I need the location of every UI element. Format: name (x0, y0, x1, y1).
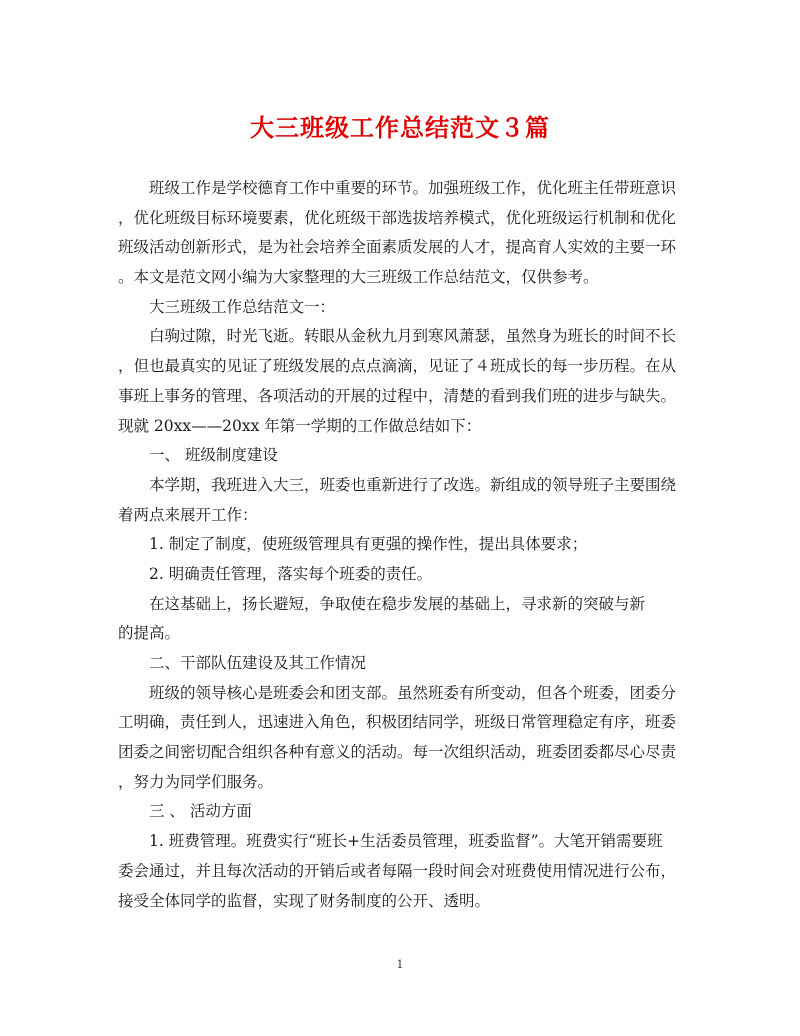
body-line: 1. 班费管理。班费实行“班长+生活委员管理，班委监督”。大笔开销需要班 (149, 832, 663, 851)
section-heading: 大三班级工作总结范文一： (149, 297, 336, 316)
body-line: 班级工作是学校德育工作中重要的环节。加强班级工作，优化班主任带班意识 (149, 179, 677, 197)
body-line: 的提高。 (118, 624, 181, 643)
document-title: 大三班级工作总结范文３篇 (250, 113, 550, 142)
body-line: 工明确，责任到人，迅速进入角色，积极团结同学，班级日常管理稳定有序，班委 (118, 713, 677, 732)
body-line: 本学期，我班进入大三，班委也重新进行了改选。新组成的领导班子主要围绕 (149, 475, 677, 494)
body-line: 班级活动创新形式，是为社会培养全面素质发展的人才，提高育人实效的主要一环 (118, 238, 677, 257)
document-body (118, 174, 688, 916)
page-number: 1 (396, 958, 404, 971)
list-item: 1. 制定了制度，使班级管理具有更强的操作性，提出具体要求； (149, 535, 588, 554)
body-line: ，但也最真实的见证了班级发展的点点滴滴，见证了４班成长的每一步历程。在从 (118, 357, 677, 376)
list-item: 2. 明确责任管理，落实每个班委的责任。 (149, 564, 433, 583)
body-line: ，优化班级目标环境要素，优化班级干部选拔培养模式，优化班级运行机制和优化 (118, 208, 677, 227)
body-line: 事班上事务的管理、各项活动的开展的过程中，清楚的看到我们班的进步与缺失。 (118, 386, 677, 405)
body-line: 现就 20xx——20xx 年第一学期的工作做总结如下： (118, 416, 482, 435)
body-line: 委会通过，并且每次活动的开销后或者每隔一段时间会对班费使用情况进行公布， (118, 861, 677, 880)
body-line: 白驹过隙，时光飞逝。转眼从金秋九月到寒风萧瑟，虽然身为班长的时间不长 (149, 327, 677, 346)
body-line: 在这基础上，扬长避短，争取使在稳步发展的基础上，寻求新的突破与新 (149, 594, 646, 613)
section-heading: 一、 班级制度建设 (149, 446, 278, 465)
body-line: 。本文是范文网小编为大家整理的大三班级工作总结范文，仅供参考。 (118, 268, 599, 287)
body-line: 班级的领导核心是班委会和团支部。虽然班委有所变动，但各个班委，团委分 (149, 683, 677, 702)
section-heading: 三 、 活动方面 (149, 802, 252, 821)
body-line: ，努力为同学们服务。 (118, 772, 274, 791)
body-line: 团委之间密切配合组织各种有意义的活动。每一次组织活动，班委团委都尽心尽责 (118, 743, 677, 762)
section-heading: 二、干部队伍建设及其工作情况 (149, 654, 367, 672)
body-line: 着两点来展开工作： (118, 505, 258, 524)
body-line: 接受全体同学的监督，实现了财务制度的公开、透明。 (118, 891, 491, 910)
